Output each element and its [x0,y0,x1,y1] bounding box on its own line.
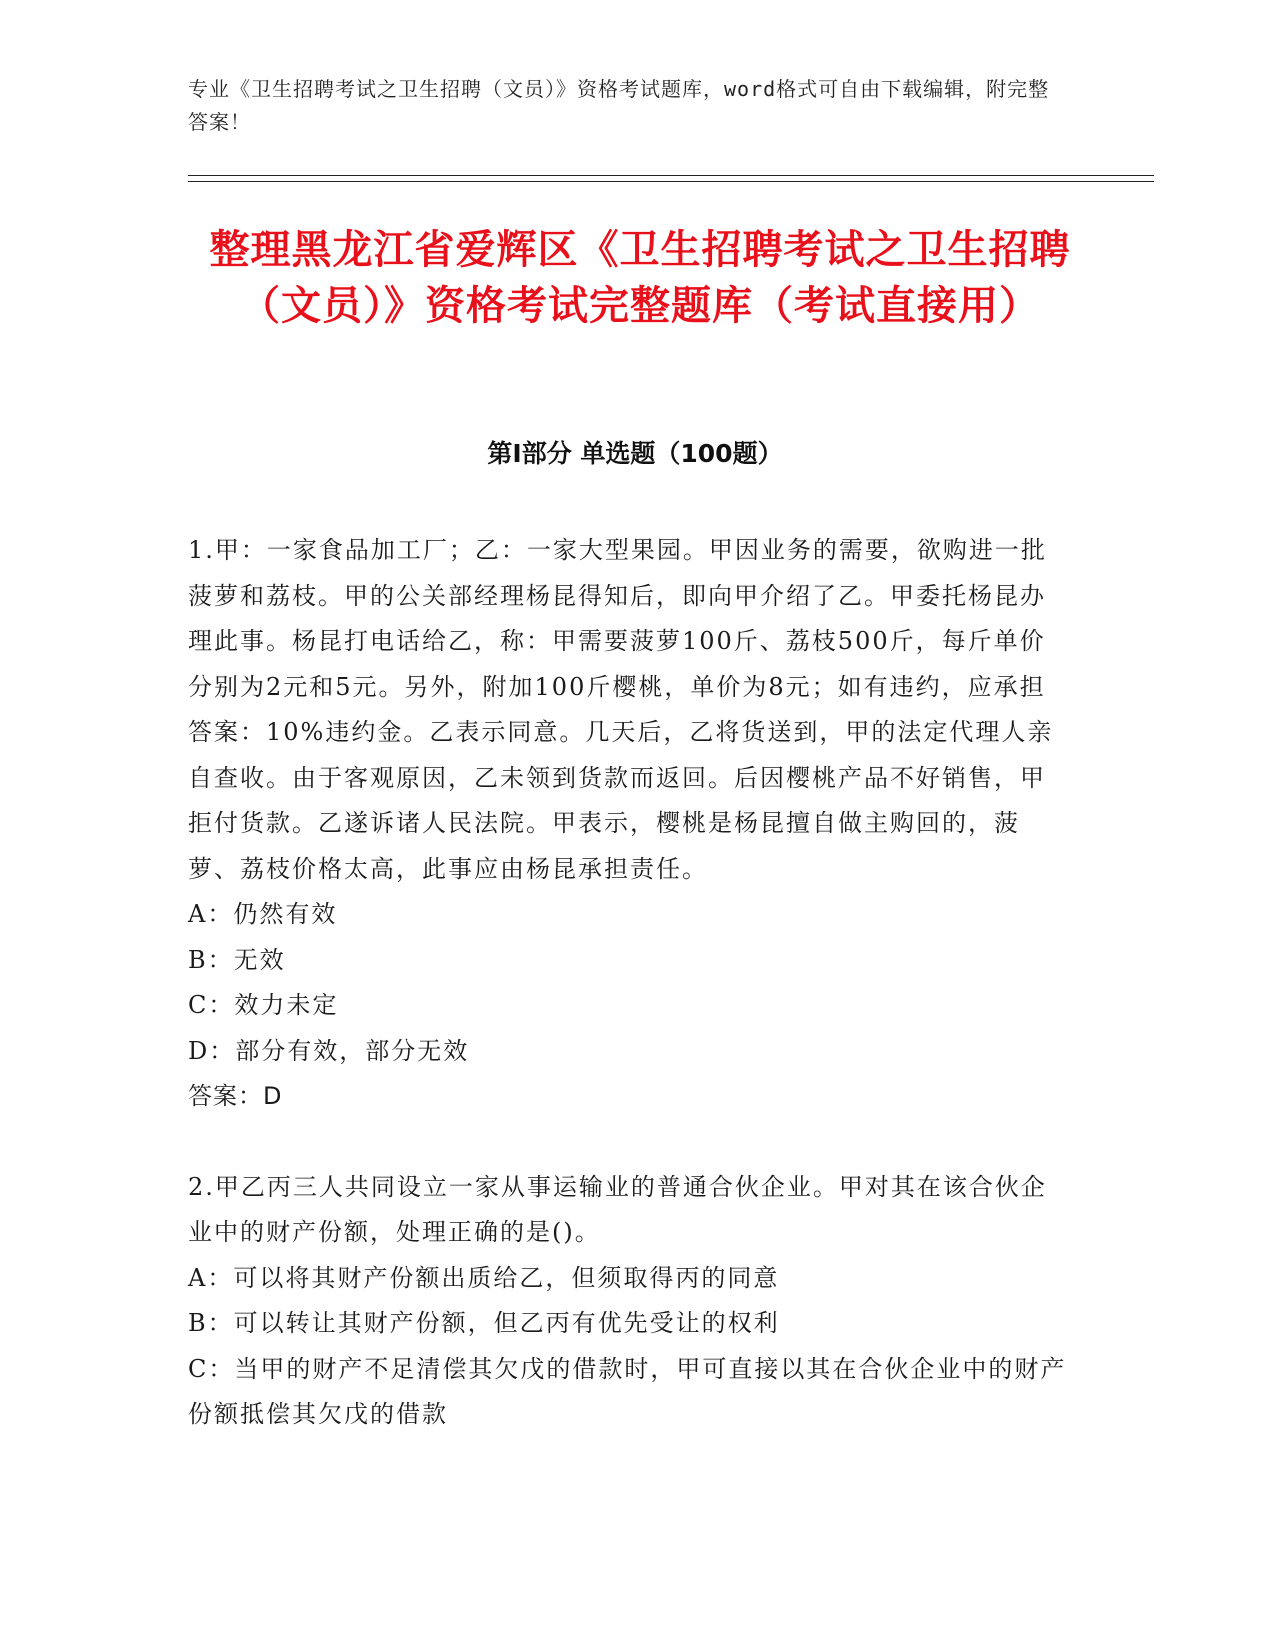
section-heading: 第Ⅰ部分 单选题（100题） [487,439,783,468]
question-2 [188,1165,1068,1438]
question-list [188,528,1068,1438]
header-divider-top [188,175,1154,176]
question-1-text: 1.甲：一家食品加工厂；乙：一家大型果园。甲因业务的需要，欲购进一批菠萝和荔枝。甲的公关部经理杨昆得知后，即向甲介绍了乙。甲委托杨昆办理此事。杨昆打电话给乙，称：甲需要菠萝100斤、荔枝500斤，每斤单价分别为2元和5元。另外，附加100斤樱桃，单价为8元；如有违约，应承担答案：10%违约金。乙表示同意。几天后，乙将货送到，甲的法定代理人亲自查收。由于客观原因，乙未领到货款而返回。后因樱桃产品不好销售，甲拒付货款。乙遂诉诸人民法院。甲表示，樱桃是杨昆擅自做主购回的，菠萝、荔枝价格太高，此事应由杨昆承担责任。 [188,536,1054,883]
question-spacer [188,1120,1068,1165]
question-2-option-c: C：当甲的财产不足清偿其欠戊的借款时，甲可直接以其在合伙企业中的财产份额抵偿其欠戊的借款 [188,1354,1067,1428]
question-1-option-d: D：部分有效，部分无效 [188,1036,470,1065]
question-2-option-b: B：可以转让其财产份额，但乙丙有优先受让的权利 [188,1309,780,1337]
question-1-option-b: B：无效 [188,945,286,974]
question-1-option-c: C：效力未定 [188,991,339,1019]
question-2-text: 2.甲乙丙三人共同设立一家从事运输业的普通合伙企业。甲对其在该合伙企业中的财产份额，处理正确的是()。 [188,1172,1047,1246]
document-title: 整理黑龙江省爱辉区《卫生招聘考试之卫生招聘（文员）》资格考试完整题库（考试直接用） [209,227,1071,329]
question-2-option-a: A：可以将其财产份额出质给乙，但须取得丙的同意 [188,1263,780,1292]
question-1 [188,528,1068,1120]
header-divider-bottom [188,181,1154,182]
question-1-option-a: A：仍然有效 [188,900,338,928]
header-note: 专业《卫生招聘考试之卫生招聘（文员）》资格考试题库，word格式可自由下载编辑，附完整答案！ [188,77,1050,134]
question-1-answer: 答案：D [188,1082,283,1110]
